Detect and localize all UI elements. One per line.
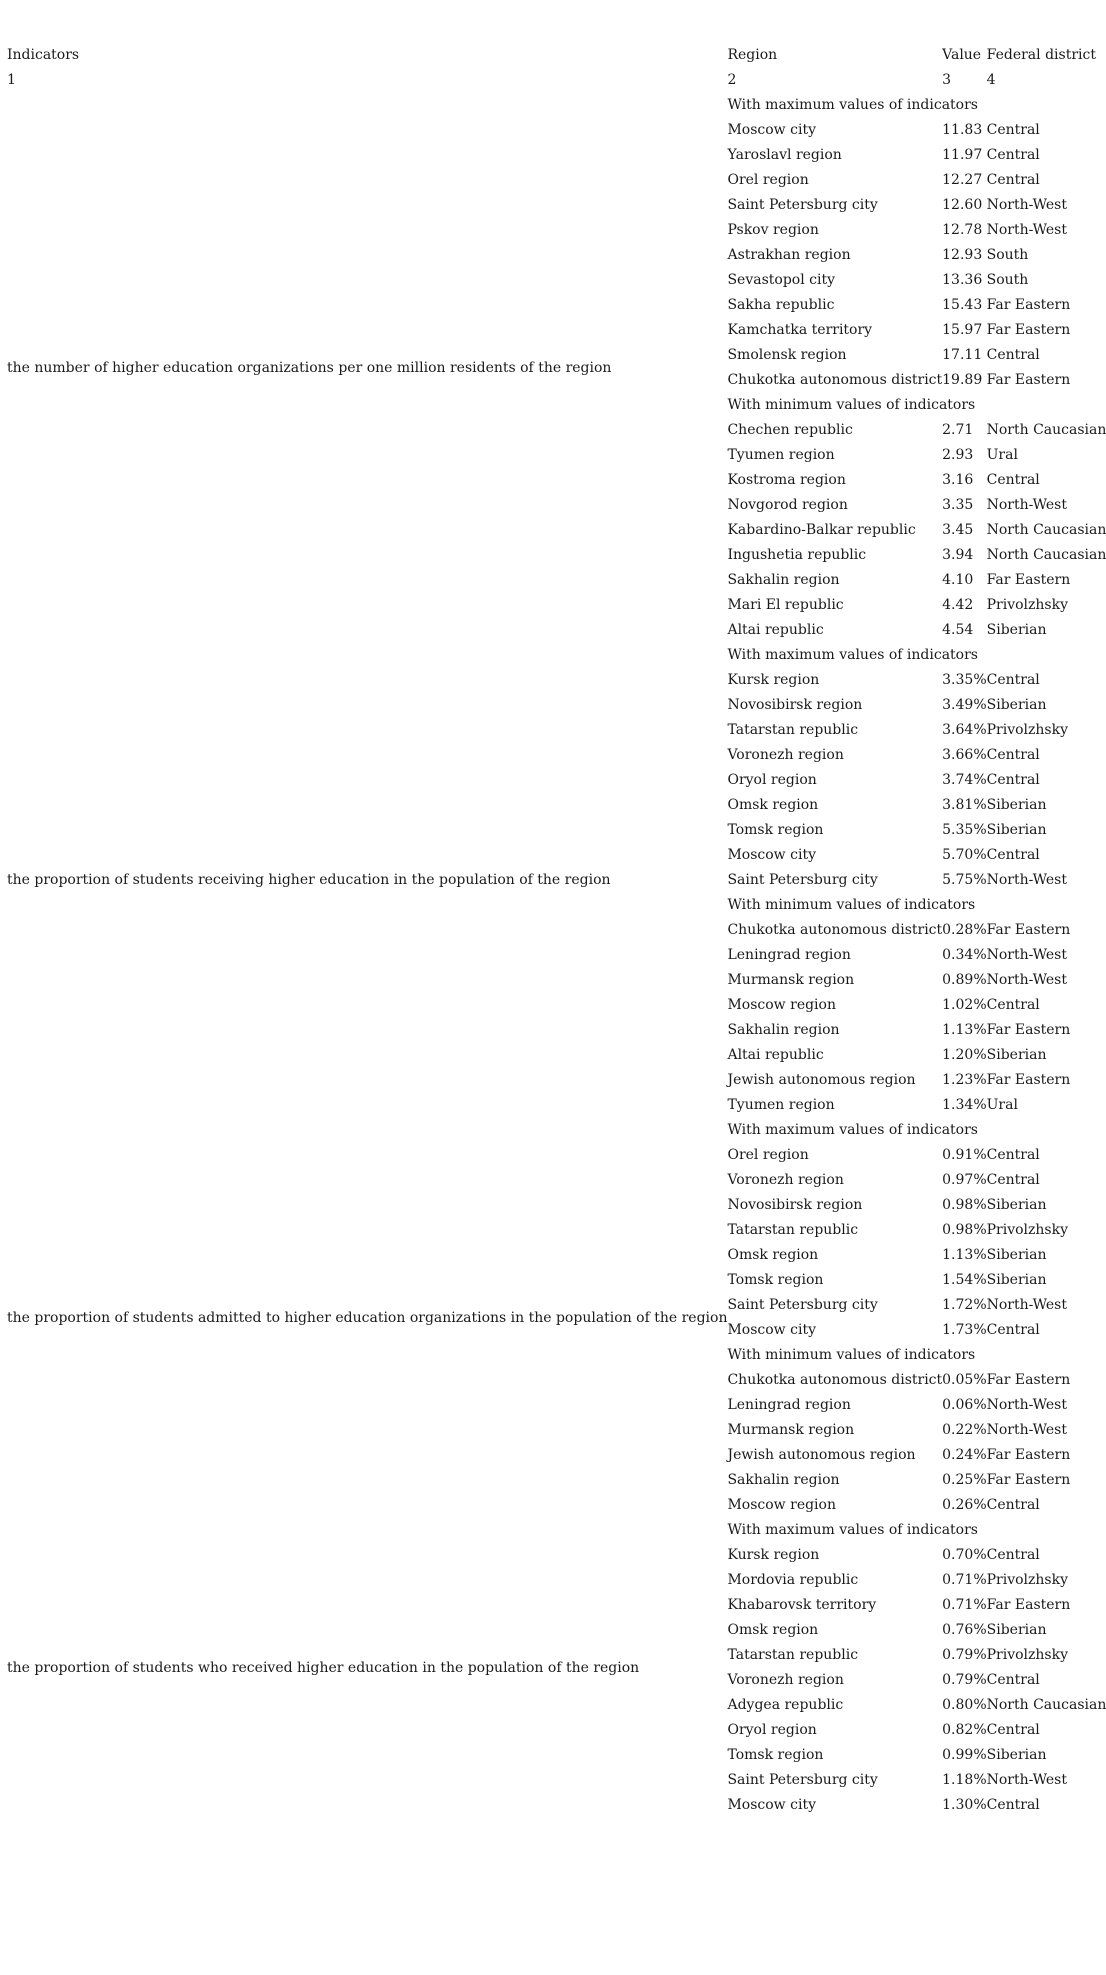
district-cell: Far Eastern — [986, 922, 1071, 938]
region-cell: Mari El republic — [727, 597, 844, 613]
region-cell: Kursk region — [727, 672, 820, 688]
region-cell: Chukotka autonomous district — [727, 372, 943, 388]
value-cell: 5.70% — [942, 847, 987, 863]
district-cell: North-West — [986, 222, 1067, 238]
value-cell: 3.35% — [942, 672, 987, 688]
district-cell: North-West — [986, 197, 1067, 213]
district-cell: Central — [986, 1672, 1040, 1688]
district-cell: Siberian — [986, 1622, 1047, 1638]
region-cell: Leningrad region — [727, 1397, 851, 1413]
district-cell: Far Eastern — [986, 1597, 1071, 1613]
region-cell: Sevastopol city — [727, 272, 836, 288]
region-cell: Moscow city — [727, 847, 816, 863]
value-cell: 0.24% — [942, 1447, 987, 1463]
district-cell: North Caucasian — [986, 522, 1106, 538]
value-cell: 0.79% — [942, 1672, 987, 1688]
region-cell: Saint Petersburg city — [727, 1297, 878, 1313]
region-cell: Yaroslavl region — [727, 147, 842, 163]
value-cell: 19.89 — [942, 372, 983, 388]
district-cell: Central — [986, 1797, 1040, 1813]
district-cell: Central — [986, 1322, 1040, 1338]
value-cell: 0.71% — [942, 1597, 987, 1613]
district-cell: Siberian — [986, 697, 1047, 713]
value-cell: 0.28% — [942, 922, 987, 938]
value-cell: 0.98% — [942, 1197, 987, 1213]
district-cell: Central — [986, 122, 1040, 138]
district-cell: Siberian — [986, 1247, 1047, 1263]
region-cell: Tatarstan republic — [727, 722, 859, 738]
value-cell: 3.64% — [942, 722, 987, 738]
value-cell: 4.54 — [942, 622, 974, 638]
header-federal-district: Federal district — [986, 47, 1096, 63]
value-cell: 2.93 — [942, 447, 974, 463]
value-cell: 3.81% — [942, 797, 987, 813]
value-cell: 12.78 — [942, 222, 983, 238]
region-cell: Mordovia republic — [727, 1572, 859, 1588]
region-cell: Murmansk region — [727, 1422, 855, 1438]
region-cell: Tatarstan republic — [727, 1222, 859, 1238]
district-cell: North-West — [986, 1397, 1067, 1413]
district-cell: North-West — [986, 972, 1067, 988]
region-cell: Omsk region — [727, 1622, 819, 1638]
region-cell: Altai republic — [727, 1047, 824, 1063]
district-cell: Far Eastern — [986, 572, 1071, 588]
value-cell: 3.66% — [942, 747, 987, 763]
section-label: With minimum values of indicators — [727, 1347, 976, 1363]
region-cell: Smolensk region — [727, 347, 847, 363]
region-cell: Sakhalin region — [727, 1472, 840, 1488]
district-cell: North-West — [986, 1422, 1067, 1438]
value-cell: 1.20% — [942, 1047, 987, 1063]
district-cell: Privolzhsky — [986, 1222, 1068, 1238]
region-cell: Tomsk region — [727, 1747, 824, 1763]
district-cell: North-West — [986, 1297, 1067, 1313]
value-cell: 2.71 — [942, 422, 974, 438]
value-cell: 0.05% — [942, 1372, 987, 1388]
value-cell: 12.27 — [942, 172, 983, 188]
region-cell: Kostroma region — [727, 472, 846, 488]
value-cell: 0.22% — [942, 1422, 987, 1438]
indicator-cell: the proportion of students who received higher education in the population of the region — [7, 1659, 640, 1676]
header-value: Value — [942, 47, 982, 63]
value-cell: 3.45 — [942, 522, 974, 538]
region-cell: Omsk region — [727, 1247, 819, 1263]
region-cell: Murmansk region — [727, 972, 855, 988]
district-cell: Far Eastern — [986, 1372, 1071, 1388]
region-cell: Saint Petersburg city — [727, 1772, 878, 1788]
value-cell: 5.35% — [942, 822, 987, 838]
district-cell: Privolzhsky — [986, 722, 1068, 738]
value-cell: 1.23% — [942, 1072, 987, 1088]
district-cell: Central — [986, 997, 1040, 1013]
indicator-cell: the proportion of students receiving higher education in the population of the region — [7, 872, 611, 888]
region-cell: Tyumen region — [727, 1097, 835, 1113]
district-cell: Central — [986, 147, 1040, 163]
value-cell: 0.70% — [942, 1547, 987, 1563]
section-label-row — [7, 1118, 1106, 1143]
district-cell: Central — [986, 1547, 1040, 1563]
value-cell: 0.80% — [942, 1697, 987, 1713]
column-number-row — [7, 68, 1106, 93]
section-label: With minimum values of indicators — [727, 897, 976, 913]
region-cell: Voronezh region — [727, 1672, 844, 1688]
value-cell: 15.43 — [942, 297, 983, 313]
column-number: 4 — [986, 72, 996, 88]
region-cell: Chechen republic — [727, 422, 853, 438]
value-cell: 0.82% — [942, 1722, 987, 1738]
region-cell: Novosibirsk region — [727, 697, 863, 713]
district-cell: Far Eastern — [986, 322, 1071, 338]
district-cell: South — [986, 272, 1029, 288]
value-cell: 11.83 — [942, 122, 983, 138]
region-cell: Altai republic — [727, 622, 824, 638]
value-cell: 0.71% — [942, 1572, 987, 1588]
region-cell: Pskov region — [727, 222, 819, 238]
region-cell: Sakha republic — [727, 297, 835, 313]
value-cell: 0.97% — [942, 1172, 987, 1188]
district-cell: Privolzhsky — [986, 1647, 1068, 1663]
district-cell: North Caucasian — [986, 422, 1106, 438]
district-cell: North Caucasian — [986, 1697, 1106, 1713]
district-cell: Central — [986, 747, 1040, 763]
district-cell: Siberian — [986, 622, 1047, 638]
value-cell: 0.25% — [942, 1472, 987, 1488]
region-cell: Leningrad region — [727, 947, 851, 963]
district-cell: North-West — [986, 872, 1067, 888]
district-cell: Siberian — [986, 1747, 1047, 1763]
district-cell: Central — [986, 672, 1040, 688]
region-cell: Khabarovsk territory — [727, 1597, 877, 1613]
district-cell: Central — [986, 347, 1040, 363]
region-cell: Moscow region — [727, 997, 836, 1013]
value-cell: 1.02% — [942, 997, 987, 1013]
district-cell: Central — [986, 1147, 1040, 1163]
section-label-row — [7, 1518, 1106, 1543]
district-cell: Central — [986, 1172, 1040, 1188]
value-cell: 12.93 — [942, 247, 983, 263]
indicator-cell: the number of higher education organizations per one million residents of the region — [7, 359, 612, 376]
region-cell: Orel region — [727, 172, 809, 188]
region-cell: Kamchatka territory — [727, 322, 873, 338]
region-cell: Chukotka autonomous district — [727, 922, 943, 938]
district-cell: Privolzhsky — [986, 597, 1068, 613]
section-label-row — [7, 93, 1106, 118]
district-cell: Siberian — [986, 1047, 1047, 1063]
section-label: With maximum values of indicators — [727, 1122, 978, 1138]
region-cell: Adygea republic — [727, 1697, 844, 1713]
region-cell: Sakhalin region — [727, 572, 840, 588]
table-body — [7, 43, 1106, 1818]
value-cell: 12.60 — [942, 197, 983, 213]
value-cell: 1.18% — [942, 1772, 987, 1788]
value-cell: 4.10 — [942, 572, 974, 588]
district-cell: Central — [986, 1722, 1040, 1738]
column-number: 3 — [942, 72, 952, 88]
district-cell: Far Eastern — [986, 297, 1071, 313]
value-cell: 3.35 — [942, 497, 974, 513]
value-cell: 5.75% — [942, 872, 987, 888]
region-cell: Kursk region — [727, 1547, 820, 1563]
value-cell: 1.73% — [942, 1322, 987, 1338]
district-cell: North Caucasian — [986, 547, 1106, 563]
district-cell: Far Eastern — [986, 1447, 1071, 1463]
value-cell: 0.99% — [942, 1747, 987, 1763]
district-cell: Far Eastern — [986, 1022, 1071, 1038]
district-cell: Siberian — [986, 1197, 1047, 1213]
header-row — [7, 43, 1106, 68]
region-cell: Oryol region — [727, 772, 817, 788]
value-cell: 0.79% — [942, 1647, 987, 1663]
district-cell: South — [986, 247, 1029, 263]
region-cell: Saint Petersburg city — [727, 872, 878, 888]
region-cell: Ingushetia republic — [727, 547, 867, 563]
value-cell: 13.36 — [942, 272, 983, 288]
region-cell: Omsk region — [727, 797, 819, 813]
region-cell: Moscow city — [727, 1797, 816, 1813]
region-cell: Astrakhan region — [727, 247, 851, 263]
district-cell: Central — [986, 847, 1040, 863]
value-cell: 15.97 — [942, 322, 983, 338]
region-cell: Jewish autonomous region — [727, 1072, 916, 1088]
value-cell: 1.54% — [942, 1272, 987, 1288]
value-cell: 3.94 — [942, 547, 974, 563]
district-cell: Privolzhsky — [986, 1572, 1068, 1588]
value-cell: 17.11 — [942, 347, 983, 363]
region-cell: Moscow city — [727, 1322, 816, 1338]
region-cell: Jewish autonomous region — [727, 1447, 916, 1463]
region-cell: Oryol region — [727, 1722, 817, 1738]
region-cell: Tatarstan republic — [727, 1647, 859, 1663]
district-cell: North-West — [986, 1772, 1067, 1788]
district-cell: Central — [986, 172, 1040, 188]
region-cell: Novosibirsk region — [727, 1197, 863, 1213]
header-region: Region — [727, 47, 778, 63]
value-cell: 3.49% — [942, 697, 987, 713]
district-cell: Central — [986, 1497, 1040, 1513]
column-number: 2 — [727, 72, 737, 88]
district-cell: Ural — [986, 1097, 1018, 1113]
section-label: With maximum values of indicators — [727, 1522, 978, 1538]
region-cell: Saint Petersburg city — [727, 197, 878, 213]
section-label-row — [7, 643, 1106, 668]
region-cell: Orel region — [727, 1147, 809, 1163]
value-cell: 0.91% — [942, 1147, 987, 1163]
district-cell: Ural — [986, 447, 1018, 463]
indicators-table — [7, 43, 1106, 1818]
value-cell: 1.13% — [942, 1022, 987, 1038]
district-cell: Central — [986, 472, 1040, 488]
value-cell: 0.89% — [942, 972, 987, 988]
district-cell: Far Eastern — [986, 1472, 1071, 1488]
value-cell: 4.42 — [942, 597, 974, 613]
region-cell: Moscow region — [727, 1497, 836, 1513]
value-cell: 1.13% — [942, 1247, 987, 1263]
region-cell: Tomsk region — [727, 822, 824, 838]
district-cell: North-West — [986, 947, 1067, 963]
value-cell: 3.16 — [942, 472, 974, 488]
district-cell: Far Eastern — [986, 1072, 1071, 1088]
district-cell: Far Eastern — [986, 372, 1071, 388]
district-cell: Siberian — [986, 822, 1047, 838]
value-cell: 0.76% — [942, 1622, 987, 1638]
value-cell: 11.97 — [942, 147, 983, 163]
value-cell: 1.34% — [942, 1097, 987, 1113]
region-cell: Kabardino-Balkar republic — [727, 522, 916, 538]
value-cell: 1.72% — [942, 1297, 987, 1313]
region-cell: Tyumen region — [727, 447, 835, 463]
header-indicators: Indicators — [7, 47, 80, 63]
value-cell: 0.06% — [942, 1397, 987, 1413]
region-cell: Voronezh region — [727, 1172, 844, 1188]
district-cell: Siberian — [986, 1272, 1047, 1288]
region-cell: Voronezh region — [727, 747, 844, 763]
value-cell: 1.30% — [942, 1797, 987, 1813]
region-cell: Moscow city — [727, 122, 816, 138]
value-cell: 0.98% — [942, 1222, 987, 1238]
indicator-cell: the proportion of students admitted to higher education organizations in the population of the region — [7, 1309, 728, 1326]
section-label: With maximum values of indicators — [727, 647, 978, 663]
value-cell: 3.74% — [942, 772, 987, 788]
district-cell: Central — [986, 772, 1040, 788]
value-cell: 0.34% — [942, 947, 987, 963]
region-cell: Tomsk region — [727, 1272, 824, 1288]
section-label: With minimum values of indicators — [727, 397, 976, 413]
value-cell: 0.26% — [942, 1497, 987, 1513]
column-number: 1 — [7, 72, 16, 88]
section-label: With maximum values of indicators — [727, 97, 978, 113]
region-cell: Chukotka autonomous district — [727, 1372, 943, 1388]
district-cell: Siberian — [986, 797, 1047, 813]
region-cell: Sakhalin region — [727, 1022, 840, 1038]
region-cell: Novgorod region — [727, 497, 848, 513]
district-cell: North-West — [986, 497, 1067, 513]
